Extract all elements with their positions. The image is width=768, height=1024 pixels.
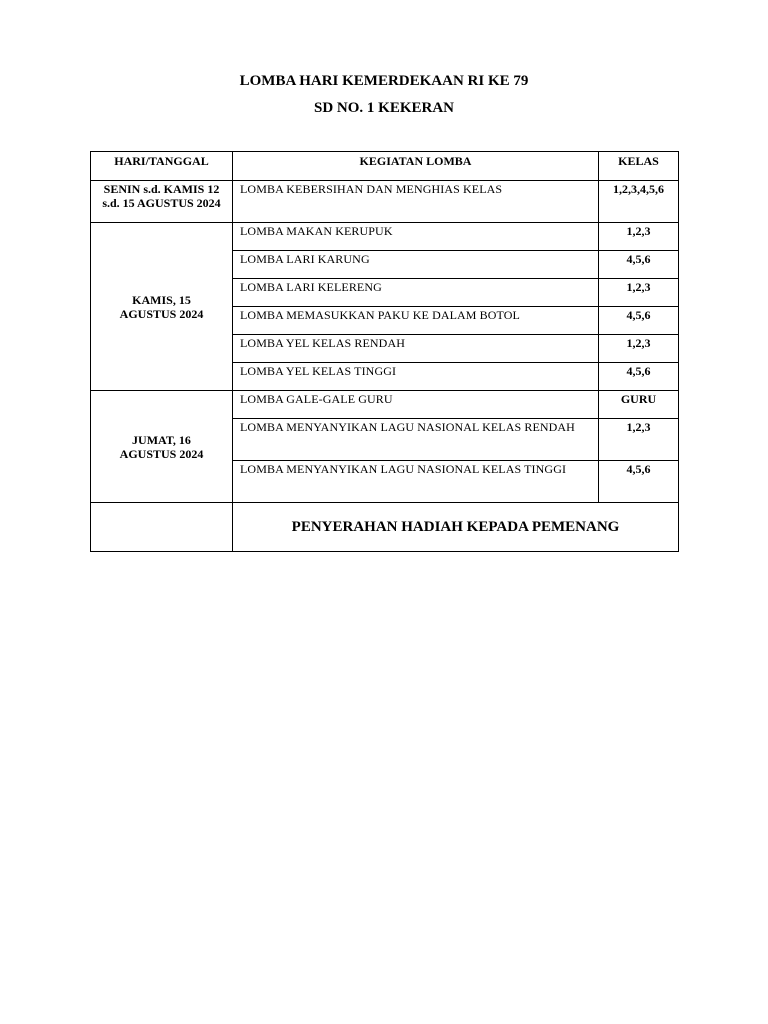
activity-cell: LOMBA MEMASUKKAN PAKU KE DALAM BOTOL (233, 307, 599, 335)
class-cell: GURU (599, 391, 679, 419)
class-cell: 1,2,3 (599, 335, 679, 363)
document-title: LOMBA HARI KEMERDEKAAN RI KE 79 (239, 73, 529, 89)
day-cell: SENIN s.d. KAMIS 12 s.d. 15 AGUSTUS 2024 (91, 181, 233, 223)
closing-empty-cell (91, 503, 233, 552)
class-cell: 1,2,3 (599, 419, 679, 461)
activity-cell: LOMBA KEBERSIHAN DAN MENGHIAS KELAS (233, 181, 599, 223)
table-row (91, 223, 679, 251)
table-row (91, 391, 679, 419)
closing-cell: PENYERAHAN HADIAH KEPADA PEMENANG (233, 503, 679, 552)
class-cell: 4,5,6 (599, 251, 679, 279)
activity-cell: LOMBA MAKAN KERUPUK (233, 223, 599, 251)
class-cell: 1,2,3 (599, 223, 679, 251)
class-cell: 1,2,3 (599, 279, 679, 307)
column-header-day: HARI/TANGGAL (91, 152, 233, 181)
table-header-row (91, 152, 679, 181)
day-cell: KAMIS, 15 AGUSTUS 2024 (91, 223, 233, 391)
class-cell: 4,5,6 (599, 461, 679, 503)
activity-cell: LOMBA YEL KELAS RENDAH (233, 335, 599, 363)
activity-cell: LOMBA GALE-GALE GURU (233, 391, 599, 419)
column-header-activity: KEGIATAN LOMBA (233, 152, 599, 181)
day-cell: JUMAT, 16 AGUSTUS 2024 (91, 391, 233, 503)
class-cell: 1,2,3,4,5,6 (599, 181, 679, 223)
activity-cell: LOMBA LARI KELERENG (233, 279, 599, 307)
document-subtitle: SD NO. 1 KEKERAN (313, 100, 455, 116)
competition-schedule-table (90, 151, 679, 552)
activity-cell: LOMBA YEL KELAS TINGGI (233, 363, 599, 391)
activity-cell: LOMBA MENYANYIKAN LAGU NASIONAL KELAS TINGGI (233, 461, 599, 503)
column-header-class: KELAS (599, 152, 679, 181)
activity-cell: LOMBA LARI KARUNG (233, 251, 599, 279)
table-row (91, 181, 679, 223)
class-cell: 4,5,6 (599, 307, 679, 335)
closing-row (91, 503, 679, 552)
activity-cell: LOMBA MENYANYIKAN LAGU NASIONAL KELAS RENDAH (233, 419, 599, 461)
class-cell: 4,5,6 (599, 363, 679, 391)
